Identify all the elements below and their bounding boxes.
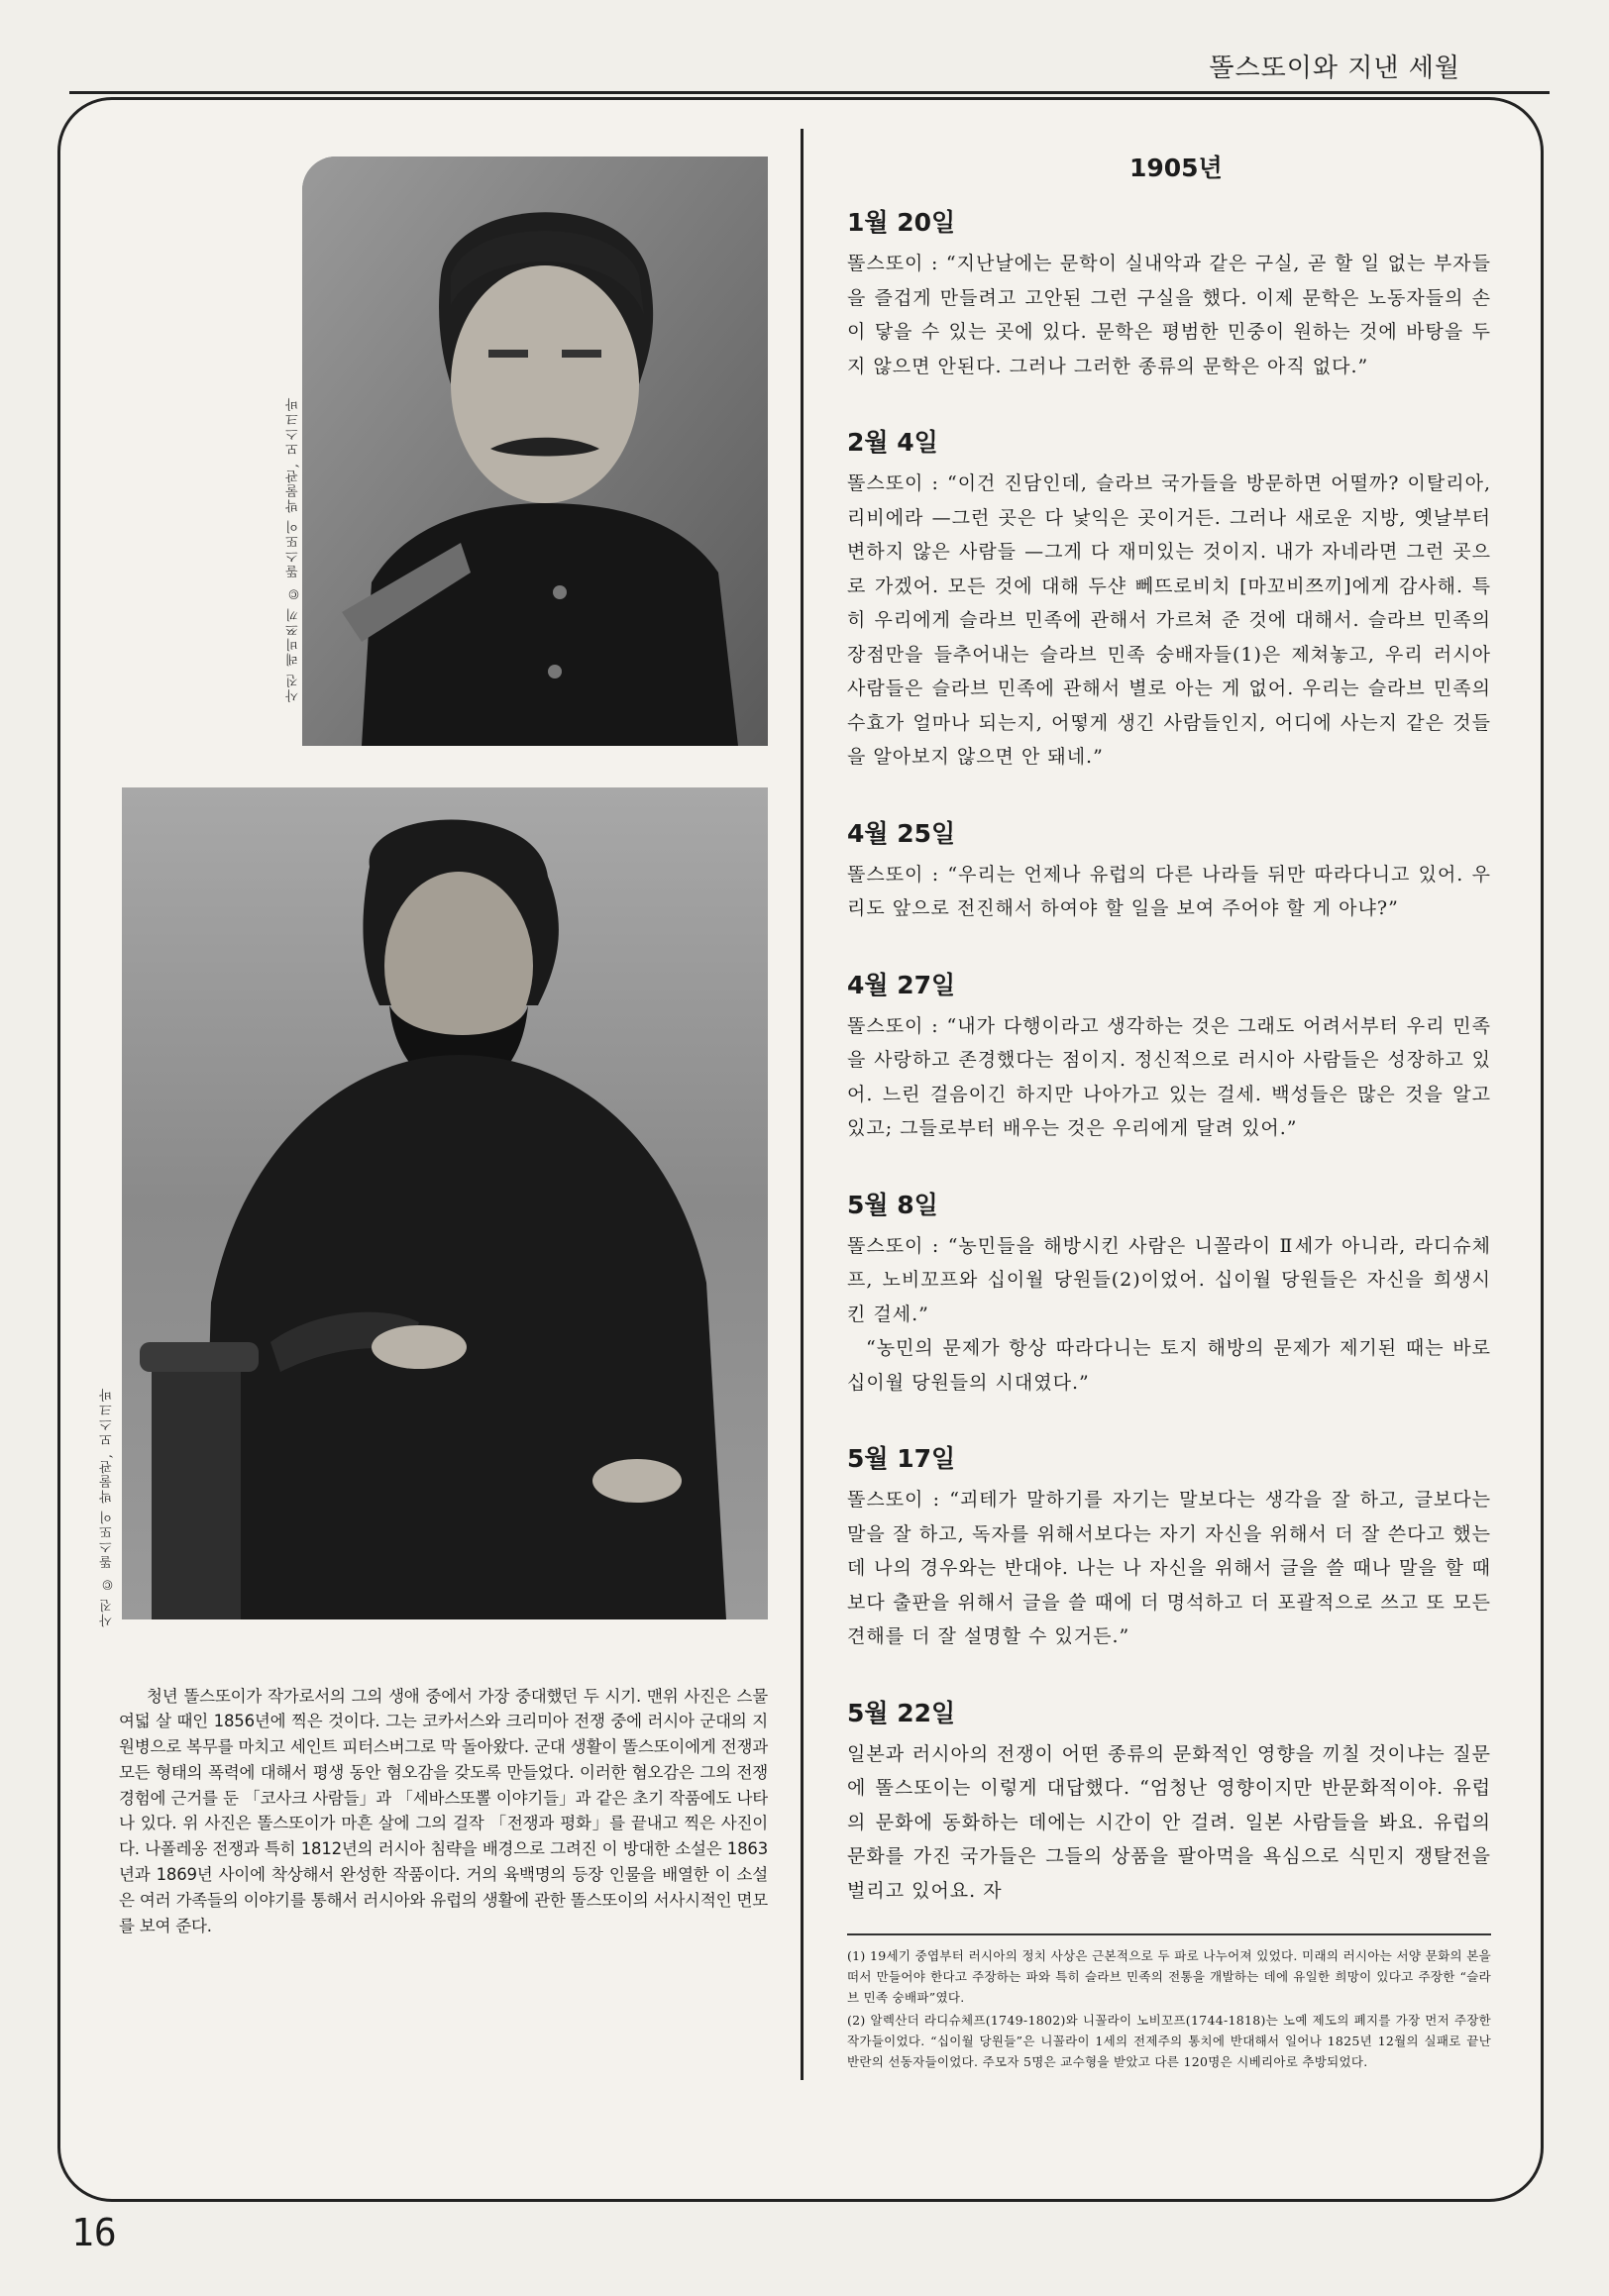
footnote: (1) 19세기 중엽부터 러시아의 정치 사상은 근본적으로 두 파로 나누어져 있었다. 미래의 러시아는 서양 문화의 본을 떠서 만들어야 한다고 주장하는 파와 특히 슬라브 민족의 전통을 개발하는 데에 유일한 희망이 있다고 주장한 “슬라브 민족 숭배파”였다.	[847, 1948, 1491, 2005]
diary-entry	[847, 203, 1491, 383]
photo-young-tolstoy	[302, 157, 768, 746]
running-head: 똘스또이와 지낸 세월	[1209, 53, 1460, 83]
diary-entry	[847, 423, 1491, 775]
entry-date: 1월 20일	[847, 208, 956, 237]
entry-date: 5월 8일	[847, 1190, 938, 1219]
diary-entry	[847, 1694, 1491, 1909]
page-number: 16	[71, 2211, 117, 2254]
entry-text: 똘스또이 : “농민들을 해방시킨 사람은 니꼴라이 Ⅱ세가 아니라, 라디슈체프, 노비꼬프와 십이월 당원들(2)이었어. 십이월 당원들은 자신을 희생시킨 걸세.”	[847, 1234, 1491, 1325]
entry-text: 똘스또이 : “지난날에는 문학이 실내악과 같은 구실, 곧 할 일 없는 부자들을 즐겁게 만들려고 고안된 그런 구실을 했다. 이제 문학은 노동자들의 손이 닿을 수 있는 곳에 있다. 문학은 평범한 민중이 원하는 것에 바탕을 두지 않으면 안된다. 그러나 그러한 종류의 문학은 아직 없다.”	[847, 253, 1491, 377]
diary-entry	[847, 814, 1491, 926]
photo-credit-top: 사진 레비쯔끼 © 똘스또이 박물관, 모스크바	[286, 396, 301, 702]
column-divider	[801, 129, 804, 2080]
header-rule	[69, 91, 1550, 94]
photo-credit-bottom: 사진 © 똘스또이 박물관, 모스크바	[100, 1387, 115, 1627]
entry-text: 똘스또이 : “이건 진담인데, 슬라브 국가들을 방문하면 어떨까? 이탈리아, 리비에라 —그런 곳은 다 낯익은 곳이거든. 그러나 새로운 지방, 옛날부터 변하지 않은 사람들 —그게 다 재미있는 것이지. 내가 자네라면 그런 곳으로 가겠어. 모든 것에 대해 두샨 뻬뜨로비치 [마꼬비쯔끼]에게 감사해. 특히 우리에게 슬라브 민족에 관해서 가르쳐 준 것에 대해서. 슬라브 민족의 장점만을 들추어내는 슬라브 민족 숭배자들(1)은 제쳐놓고, 우리 러시아 사람들은 슬라브 민족에 관해서 별로 아는 게 없어. 우리는 슬라브 민족의 수효가 얼마나 되는지, 어떻게 생긴 사람들인지, 어디에 사는지 같은 것들을 알아보지 않으면 안 돼네.”	[847, 472, 1491, 768]
portrait-seated-image	[122, 787, 768, 1619]
photo-caption: 청년 똘스또이가 작가로서의 그의 생애 중에서 가장 중대했던 두 시기. 맨위 사진은 스물 여덟 살 때인 1856년에 찍은 것이다. 그는 코카서스와 크리미아 전쟁 중에 러시아 군대의 지원병으로 복무를 마치고 세인트 피터스버그로 막 돌아왔다. 군대 생활이 똘스또이에게 전쟁과 모든 형태의 폭력에 대해서 평생 동안 혐오감을 갖도록 만들었다. 이러한 혐오감은 그의 전쟁 경험에 근거를 둔 「코사크 사람들」과 「세바스또뽈 이야기들」과 같은 초기 작품에도 나타나 있다. 위 사진은 똘스또이가 마흔 살에 그의 걸작 「전쟁과 평화」를 끝내고 찍은 사진이다. 나폴레옹 전쟁과 특히 1812년의 러시아 침략을 배경으로 그려진 이 방대한 소설은 1863년과 1869년 사이에 착상해서 완성한 작품이다. 거의 육백명의 등장 인물을 배열한 이 소설은 여러 가족들의 이야기를 통해서 러시아와 유럽의 생활에 관한 똘스또이의 서사시적인 면모를 보여 준다.	[119, 1686, 768, 1935]
entry-text: 똘스또이 : “내가 다행이라고 생각하는 것은 그래도 어려서부터 우리 민족을 사랑하고 존경했다는 점이지. 정신적으로 러시아 사람들은 성장하고 있어. 느린 걸음이긴 하지만 나아가고 있는 걸세. 백성들은 많은 것을 알고 있고; 그들로부터 배우는 것은 우리에게 달려 있어.”	[847, 1014, 1491, 1139]
footnotes	[847, 1933, 1491, 2074]
entry-date: 2월 4일	[847, 428, 938, 457]
entry-text: 똘스또이 : “우리는 언제나 유럽의 다른 나라들 뒤만 따라다니고 있어. 우리도 앞으로 전진해서 하여야 할 일을 보여 주어야 할 게 아냐?”	[847, 863, 1491, 919]
entry-date: 4월 27일	[847, 970, 956, 999]
portrait-uniform-image	[302, 157, 768, 746]
photo-tolstoy-seated	[122, 787, 768, 1619]
diary-entry	[847, 1439, 1491, 1654]
entry-text: 똘스또이 : “괴테가 말하기를 자기는 말보다는 생각을 잘 하고, 글보다는 말을 잘 하고, 독자를 위해서보다는 자기 자신을 위해서 더 잘 쓴다고 했는데 나의 경우와는 반대야. 나는 나 자신을 위해서 글을 쓸 때나 말을 할 때보다 출판을 위해서 글을 쓸 때에 더 명석하고 더 포괄적으로 쓰고 또 모든 견해를 더 잘 설명할 수 있거든.”	[847, 1489, 1491, 1647]
footnote: (2) 알렉산더 라디슈체프(1749-1802)와 니꼴라이 노비꼬프(1744-1818)는 노예 제도의 폐지를 가장 먼저 주장한 작가들이었다. “십이월 당원들”은 니꼴라이 1세의 전제주의 통치에 반대해서 일어나 1825년 12월의 실패로 끝난 반란의 선동자들이었다. 주모자 5명은 교수형을 받았고 다른 120명은 시베리아로 추방되었다.	[847, 2013, 1491, 2069]
entry-date: 5월 22일	[847, 1698, 956, 1727]
entry-text: 일본과 러시아의 전쟁이 어떤 종류의 문화적인 영향을 끼칠 것이냐는 질문에 똘스또이는 이렇게 대답했다. “엄청난 영향이지만 반문화적이야. 유럽의 문화에 동화하는 데에는 시간이 안 걸려. 일본 사람들을 봐요. 유럽의 문화를 가진 국가들은 그들의 상품을 팔아먹을 욕심으로 식민지 쟁탈전을 벌리고 있어요. 자	[847, 1742, 1491, 1902]
diary-entries	[847, 203, 1491, 1947]
entry-text: “농민의 문제가 항상 따라다니는 토지 해방의 문제가 제기된 때는 바로 십이월 당원들의 시대였다.”	[847, 1337, 1491, 1394]
diary-entry	[847, 966, 1491, 1146]
entry-date: 4월 25일	[847, 818, 956, 848]
entry-date: 5월 17일	[847, 1444, 956, 1473]
year-heading: 1905년	[1129, 154, 1223, 182]
diary-entry	[847, 1186, 1491, 1401]
